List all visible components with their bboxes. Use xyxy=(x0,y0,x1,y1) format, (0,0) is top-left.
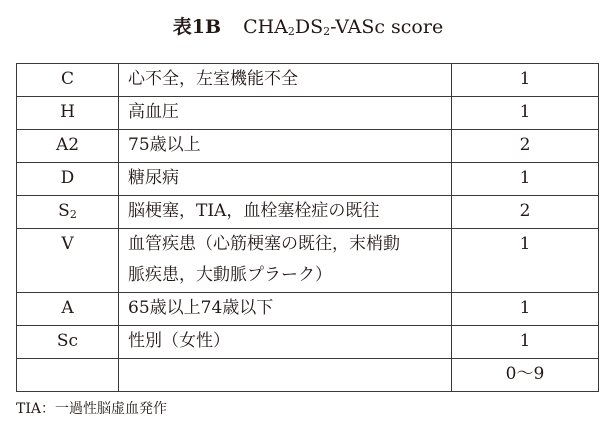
table-row xyxy=(17,293,599,326)
risk-factor-points: 1 xyxy=(452,293,599,326)
risk-factor-points: 1 xyxy=(452,229,599,293)
risk-factor-abbr: C xyxy=(17,64,119,97)
risk-factor-points: 1 xyxy=(452,163,599,196)
table-row xyxy=(17,97,599,130)
table-number: 表1B xyxy=(172,16,222,38)
total-abbr-cell xyxy=(17,359,119,392)
risk-factor-abbr: $S_2$ xyxy=(17,196,119,229)
total-row xyxy=(17,359,599,392)
table-title: $CHA_2DS_2$-VASc score xyxy=(243,16,444,38)
risk-factor-description: 高血圧 xyxy=(119,97,452,130)
total-points-range: 0～9 xyxy=(452,359,599,392)
risk-factor-abbr: H xyxy=(17,97,119,130)
table-row xyxy=(17,64,599,97)
table-row xyxy=(17,229,599,293)
risk-factor-points: 1 xyxy=(452,64,599,97)
risk-factor-points: 1 xyxy=(452,97,599,130)
risk-factor-abbr: A xyxy=(17,293,119,326)
risk-factor-abbr: A2 xyxy=(17,130,119,163)
risk-factor-abbr: Sc xyxy=(17,326,119,359)
table-row xyxy=(17,130,599,163)
table-row xyxy=(17,163,599,196)
risk-factor-description: 75歳以上 xyxy=(119,130,452,163)
table-row xyxy=(17,326,599,359)
risk-factor-description: 糖尿病 xyxy=(119,163,452,196)
risk-factor-points: 2 xyxy=(452,130,599,163)
risk-factor-abbr: D xyxy=(17,163,119,196)
score-table xyxy=(16,63,599,392)
total-description-cell xyxy=(119,359,452,392)
risk-factor-description: 血管疾患（心筋梗塞の既往，末梢動 脈疾患，大動脈プラーク） xyxy=(119,229,452,293)
risk-factor-points: 1 xyxy=(452,326,599,359)
risk-factor-description: 65歳以上74歳以下 xyxy=(119,293,452,326)
table-caption xyxy=(0,14,616,40)
risk-factor-description: 心不全，左室機能不全 xyxy=(119,64,452,97)
risk-factor-abbr: V xyxy=(17,229,119,293)
table-row xyxy=(17,196,599,229)
risk-factor-points: 2 xyxy=(452,196,599,229)
footnote: TIA：一過性脳虚血発作 xyxy=(16,401,167,417)
risk-factor-description: 性別（女性） xyxy=(119,326,452,359)
risk-factor-description: 脳梗塞，TIA，血栓塞栓症の既往 xyxy=(119,196,452,229)
